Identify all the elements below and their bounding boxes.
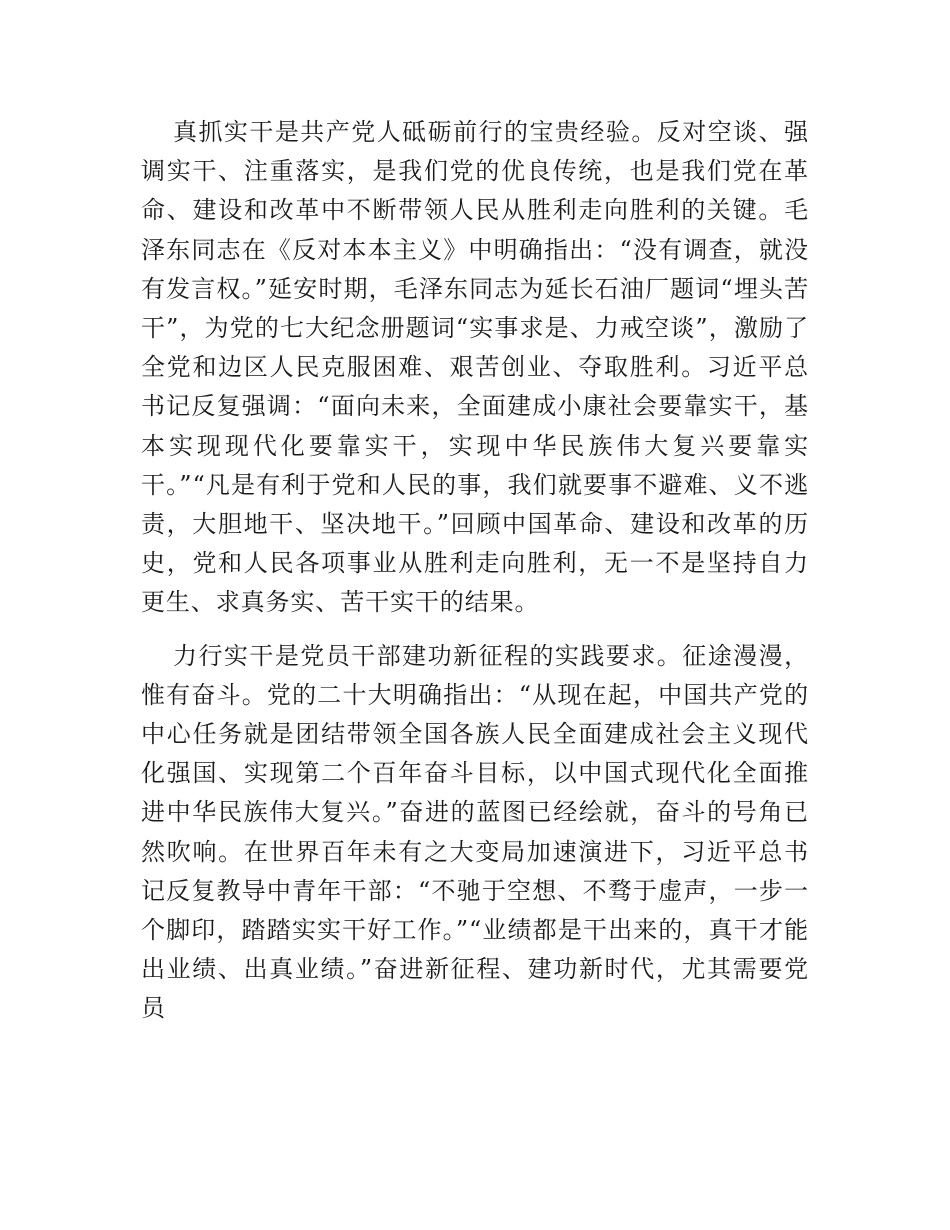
document-body xyxy=(141,113,809,1029)
paragraph-1: 真抓实干是共产党人砥砺前行的宝贵经验。反对空谈、强调实干、注重落实，是我们党的优良传统，也是我们党在革命、建设和改革中不断带领人民从胜利走向胜利的关键。毛泽东同志在《反对本本主义》中明确指出：“没有调查，就没有发言权。”延安时期，毛泽东同志为延长石油厂题词“埋头苦干”，为党的七大纪念册题词“实事求是、力戒空谈”，激励了全党和边区人民克服困难、艰苦创业、夺取胜利。习近平总书记反复强调：“面向未来，全面建成小康社会要靠实干，基本实现现代化要靠实干，实现中华民族伟大复兴要靠实干。”“凡是有利于党和人民的事，我们就要事不避难、义不逃责，大胆地干、坚决地干。”回顾中国革命、建设和改革的历史，党和人民各项事业从胜利走向胜利，无一不是坚持自力更生、求真务实、苦干实干的结果。 xyxy=(141,118,809,617)
paragraph-2: 力行实干是党员干部建功新征程的实践要求。征途漫漫，惟有奋斗。党的二十大明确指出：“从现在起，中国共产党的中心任务就是团结带领全国各族人民全面建成社会主义现代化强国、实现第二个百年奋斗目标，以中国式现代化全面推进中华民族伟大复兴。”奋进的蓝图已经绘就，奋斗的号角已然吹响。在世界百年未有之大变局加速演进下，习近平总书记反复教导中青年干部：“不驰于空想、不骛于虚声，一步一个脚印，踏踏实实干好工作。”“业绩都是干出来的，真干才能出业绩、出真业绩。”奋进新征程、建功新时代，尤其需要党员 xyxy=(141,641,809,1023)
